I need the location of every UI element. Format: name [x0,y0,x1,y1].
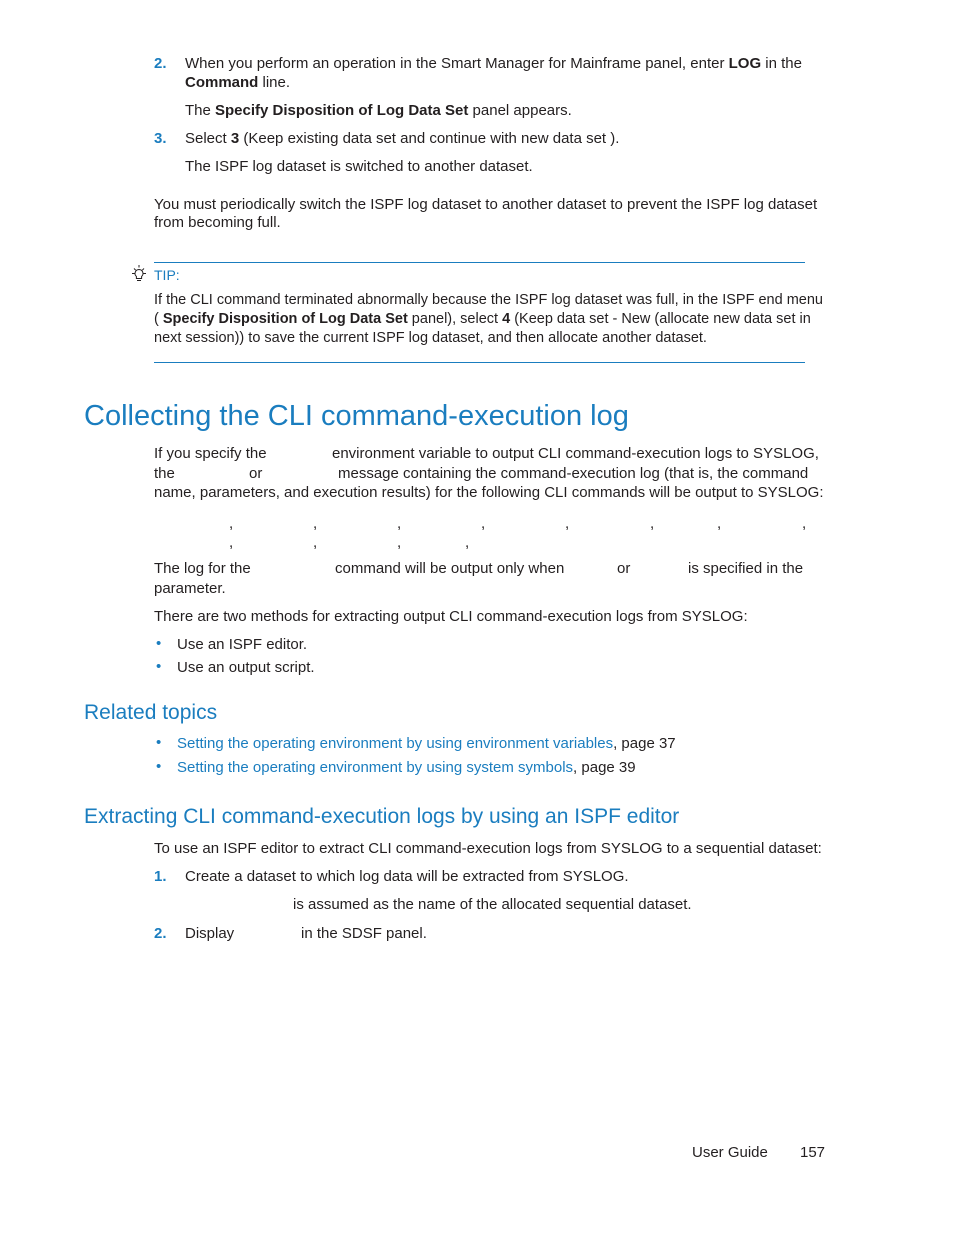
page-number: 157 [800,1144,826,1161]
list-item: Use an output script. [177,659,315,676]
lightbulb-icon [129,264,149,284]
subsection-title: Extracting CLI command-execution logs by using an ISPF editor [84,805,680,828]
log-note-text: command will be output only when [335,560,565,577]
separator: , [717,515,722,532]
tip-bottom-rule [154,362,805,363]
text: The [185,102,216,119]
keyword: LOG [728,55,762,72]
bullet: • [156,758,162,775]
text: panel), select [407,311,503,327]
log-note-text: parameter. [154,580,226,597]
separator: , [229,534,234,551]
panel-name: Specify Disposition of Log Data Set [215,102,469,119]
step-number: 1. [154,868,167,885]
panel-name: Specify Disposition of Log Data Set [162,311,408,327]
text: When you perform an operation in the Smart Manager for Mainframe panel, enter [185,55,729,72]
separator: , [802,515,807,532]
step-result [185,101,572,120]
separator: , [481,515,486,532]
related-link[interactable]: Setting the operating environment by using system symbols [177,759,574,776]
separator: , [397,515,402,532]
intro-text: If you specify the [154,445,267,462]
list-item: Use an ISPF editor. [177,636,308,653]
step-text: Create a dataset to which log data will be extracted from SYSLOG. [185,868,629,885]
ispf-intro: To use an ISPF editor to extract CLI command-execution logs from SYSLOG to a sequential dataset: [154,840,822,857]
keyword: 3 [230,130,240,147]
list-item [177,758,636,777]
separator: , [650,515,655,532]
section-title: Collecting the CLI command-execution log [84,400,629,432]
step-text [185,129,619,148]
bullet: • [156,635,162,652]
keyword: Command [185,74,259,91]
step-result: The ISPF log dataset is switched to another dataset. [185,158,533,175]
step-number: 3. [154,130,167,147]
separator: , [313,534,318,551]
step-text-cont [185,73,290,92]
text: (Keep existing data set and continue with new data set ). [239,130,620,147]
tip-line [154,310,811,329]
separator: , [565,515,570,532]
log-note-text: is specified in the [688,560,804,577]
text: line. [258,74,291,91]
text: in the [761,55,802,72]
bullet: • [156,658,162,675]
step-text: in the SDSF panel. [301,925,427,942]
footer-guide-name: User Guide [692,1144,768,1161]
tip-line: next session)) to save the current ISPF log dataset, and then allocate another dataset. [154,330,707,346]
separator: , [229,515,234,532]
step-text [185,54,802,73]
text: panel appears. [468,102,572,119]
text: (Keep data set - New (allocate new data set in [510,311,811,327]
step-text: Display [185,925,235,942]
list-item [177,734,676,753]
related-topics-heading: Related topics [84,701,218,724]
keyword: 4 [502,311,511,327]
tip-line: If the CLI command terminated abnormally because the ISPF log dataset was full, in the ISPF end menu [154,292,823,308]
methods-intro: There are two methods for extracting output CLI command-execution logs from SYSLOG: [154,608,748,625]
tip-top-rule [154,262,805,263]
tip-label: TIP: [154,267,180,283]
intro-text: the [154,465,175,482]
page-ref: , page 39 [573,759,636,776]
related-link[interactable]: Setting the operating environment by using environment variables [177,735,614,752]
text: ( [154,311,163,327]
text: Select [185,130,231,147]
separator: , [465,534,470,551]
intro-text: name, parameters, and execution results) for the following CLI commands will be output to SYSLOG: [154,484,824,501]
intro-text: message containing the command-execution log (that is, the command [338,465,809,482]
intro-text: environment variable to output CLI command-execution logs to SYSLOG, [332,445,819,462]
intro-text: or [249,465,263,482]
separator: , [313,515,318,532]
step-number: 2. [154,925,167,942]
bullet: • [156,734,162,751]
page-ref: , page 37 [613,735,676,752]
separator: , [397,534,402,551]
step-result: is assumed as the name of the allocated sequential dataset. [293,896,692,913]
paragraph-line: You must periodically switch the ISPF log dataset to another dataset to prevent the ISPF log dataset [154,196,818,213]
log-note-text: or [617,560,631,577]
log-note-text: The log for the [154,560,251,577]
step-number: 2. [154,55,167,72]
paragraph-line: from becoming full. [154,214,281,231]
